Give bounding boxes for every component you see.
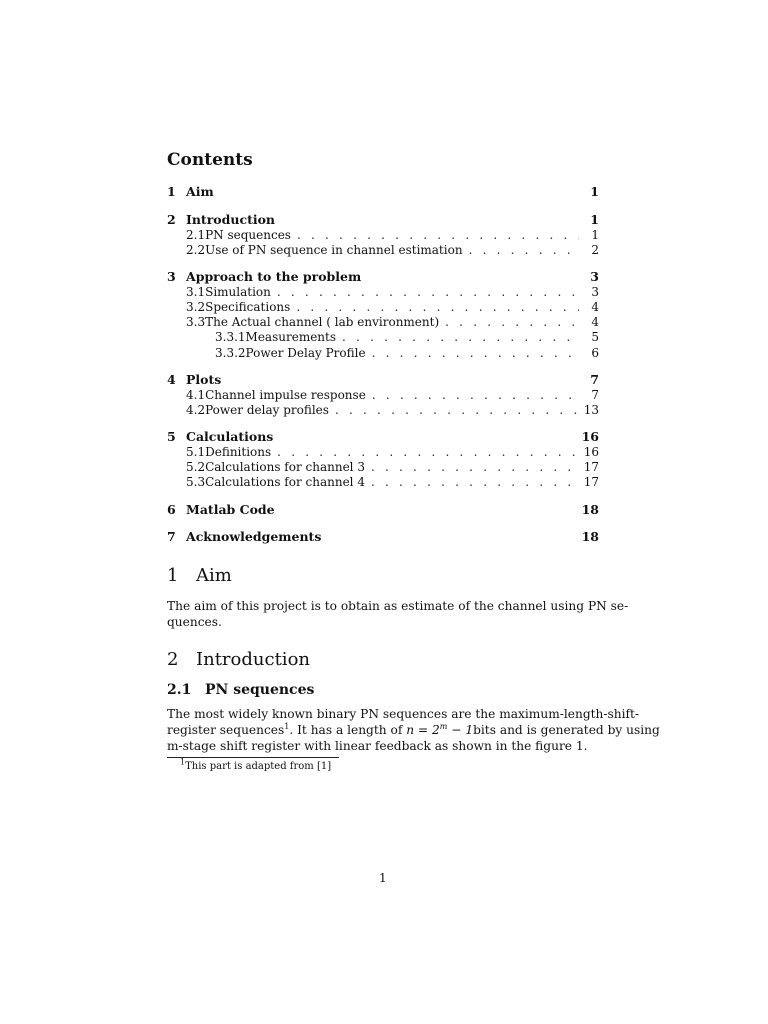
text-run: . It has a length of: [289, 723, 403, 737]
section-number: 2: [167, 649, 179, 670]
toc-title: Contents: [167, 150, 253, 170]
subsection-heading-pn-sequences: [167, 682, 314, 698]
toc-entry-number: 3: [167, 269, 176, 284]
paragraph-line: The most widely known binary PN sequences are the maximum-length-shift-: [167, 707, 640, 721]
footnote-text: This part is adapted from [1]: [185, 761, 332, 772]
toc-entry-number: 3.2: [186, 300, 206, 314]
section-title: Aim: [196, 565, 232, 586]
toc-entry-page: 2: [591, 243, 599, 257]
paragraph-line: The aim of this project is to obtain as estimate of the channel using PN se-: [167, 599, 629, 613]
toc-entry-page: 5: [591, 330, 599, 344]
toc-entry-number: 2.2: [186, 243, 206, 257]
toc-entry-power-delay-profiles[interactable]: [186, 403, 599, 419]
math-base: n = 2: [406, 723, 440, 737]
toc-entry-page: 18: [581, 502, 599, 517]
toc-entry-page: 3: [591, 285, 599, 299]
toc-entry-pn-channel-estimation[interactable]: [186, 243, 599, 259]
subsection-number: 2.1: [167, 682, 192, 698]
toc-entry-page: 17: [583, 475, 599, 489]
toc-entry-number: 4.1: [186, 388, 206, 402]
toc-entry-label: Definitions: [205, 445, 272, 459]
toc-leader-dots: [372, 346, 579, 360]
section-heading-aim: [167, 565, 232, 586]
toc-entry-number: 6: [167, 502, 176, 517]
toc-entry-label: Plots: [186, 372, 222, 387]
toc-leader-dots: [296, 300, 579, 314]
math-expression: [406, 723, 473, 737]
toc-leader-dots: [371, 460, 578, 474]
toc-entry-page: 18: [581, 529, 599, 544]
paragraph-line: quences.: [167, 615, 222, 629]
footnote-rule: [167, 757, 339, 758]
toc-entry-introduction[interactable]: [167, 212, 599, 228]
toc-entry-label: Calculations for channel 4: [205, 475, 365, 489]
toc-entry-matlab-code[interactable]: [167, 502, 599, 518]
toc-entry-number: 5.1: [186, 445, 206, 459]
section-number: 1: [167, 565, 179, 586]
toc-entry-page: 1: [590, 212, 599, 227]
toc-entry-page: 4: [591, 315, 599, 329]
toc-entry-number: 5.3: [186, 475, 206, 489]
toc-entry-page: 1: [590, 184, 599, 199]
toc-entry-label: Acknowledgements: [186, 529, 322, 544]
toc-entry-channel-impulse-response[interactable]: [186, 388, 599, 404]
toc-entry-label: Simulation: [205, 285, 271, 299]
toc-entry-number: 3.1: [186, 285, 206, 299]
toc-leader-dots: [277, 445, 578, 459]
toc-entry-label: Calculations: [186, 429, 274, 444]
toc-leader-dots: [297, 228, 579, 242]
toc-leader-dots: [372, 388, 579, 402]
toc-entry-page: 3: [590, 269, 599, 284]
toc-entry-number: 2.1: [186, 228, 206, 242]
toc-leader-dots: [469, 243, 579, 257]
toc-entry-number: 4.2: [186, 403, 206, 417]
toc-entry-number: 5: [167, 429, 176, 444]
toc-entry-simulation[interactable]: [186, 285, 599, 301]
toc-entry-label: Channel impulse response: [205, 388, 366, 402]
toc-entry-page: 16: [581, 429, 599, 444]
toc-entry-number: 4: [167, 372, 176, 387]
toc-entry-label: Calculations for channel 3: [205, 460, 365, 474]
subsection-title: PN sequences: [205, 682, 315, 698]
toc-entry-approach[interactable]: [167, 269, 599, 285]
toc-entry-number: 2: [167, 212, 176, 227]
toc-entry-definitions[interactable]: [186, 445, 599, 461]
toc-entry-page: 7: [591, 388, 599, 402]
footnote-marker[interactable]: 1: [284, 721, 290, 731]
toc-entry-aim[interactable]: [167, 184, 599, 200]
toc-entry-number: 3.3.1: [215, 330, 246, 344]
toc-entry-label: Aim: [186, 184, 214, 199]
toc-entry-label: Measurements: [245, 330, 337, 344]
aim-paragraph: [167, 598, 629, 630]
toc-entry-pn-sequences[interactable]: [186, 228, 599, 244]
footnote-mark: 1: [180, 757, 186, 767]
toc-entry-plots[interactable]: [167, 372, 599, 388]
toc-entry-page: 7: [590, 372, 599, 387]
toc-leader-dots: [371, 475, 578, 489]
toc-entry-label: Use of PN sequence in channel estimation: [205, 243, 463, 257]
toc-entry-label: The Actual channel ( lab environment): [205, 315, 440, 329]
toc-entry-label: Power delay profiles: [205, 403, 329, 417]
toc-leader-dots: [335, 403, 578, 417]
footnote: [180, 757, 332, 772]
toc-entry-page: 6: [591, 346, 599, 360]
section-title: Introduction: [196, 649, 310, 670]
text-run: register sequences: [167, 723, 285, 737]
toc-entry-specifications[interactable]: [186, 300, 599, 316]
toc-leader-dots: [277, 285, 579, 299]
toc-entry-page: 17: [583, 460, 599, 474]
toc-entry-label: Matlab Code: [186, 502, 275, 517]
toc-entry-number: 3.3.2: [215, 346, 246, 360]
toc-entry-measurements[interactable]: [215, 330, 599, 346]
toc-entry-label: PN sequences: [205, 228, 291, 242]
toc-entry-actual-channel[interactable]: [186, 315, 599, 331]
toc-entry-acknowledgements[interactable]: [167, 529, 599, 545]
pn-sequences-paragraph: [167, 706, 660, 754]
toc-entry-page: 1: [591, 228, 599, 242]
text-run: bits and is generated by using: [473, 723, 660, 737]
toc-entry-number: 1: [167, 184, 176, 199]
toc-entry-label: Introduction: [186, 212, 276, 227]
toc-entry-calculations[interactable]: [167, 429, 599, 445]
toc-entry-label: Specifications: [205, 300, 291, 314]
toc-entry-number: 7: [167, 529, 176, 544]
toc-entry-number: 3.3: [186, 315, 206, 329]
toc-leader-dots: [342, 330, 579, 344]
paragraph-line: m-stage shift register with linear feedback as shown in the figure 1.: [167, 739, 588, 753]
toc-entry-page: 4: [591, 300, 599, 314]
math-tail: − 1: [447, 723, 474, 737]
section-heading-introduction: [167, 649, 310, 670]
toc-entry-calc-channel-3[interactable]: [186, 460, 599, 476]
toc-entry-page: 13: [583, 403, 599, 417]
toc-entry-calc-channel-4[interactable]: [186, 475, 599, 491]
toc-entry-number: 5.2: [186, 460, 206, 474]
math-exponent: m: [439, 721, 448, 731]
toc-entry-label: Power Delay Profile: [245, 346, 366, 360]
toc-entry-power-delay-profile[interactable]: [215, 346, 599, 362]
toc-entry-label: Approach to the problem: [186, 269, 362, 284]
toc-leader-dots: [445, 315, 579, 329]
page-number: 1: [379, 871, 387, 885]
toc-entry-page: 16: [583, 445, 599, 459]
paragraph-line: [167, 721, 660, 738]
